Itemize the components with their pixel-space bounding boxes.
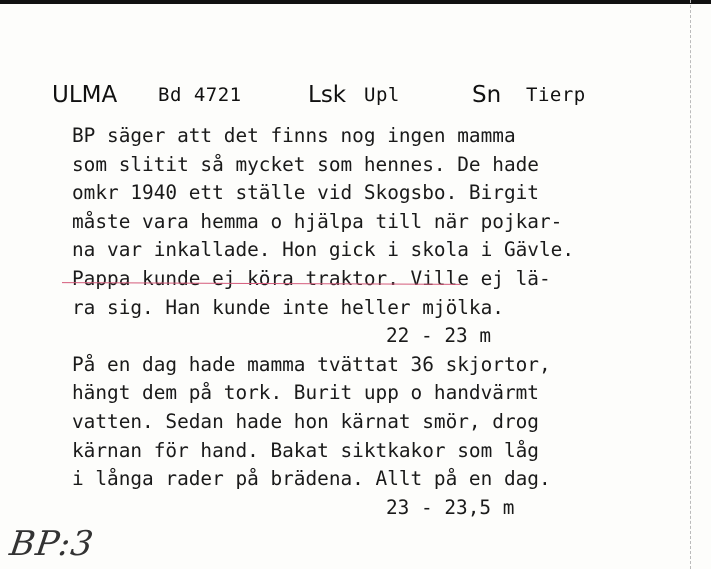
card-top-edge [0, 0, 711, 4]
text-line: som slitit så mycket som hennes. De hade [72, 152, 539, 176]
text-line: Pappa kunde ej köra traktor. Ville ej lä- [72, 266, 551, 290]
measurement-line: 22 - 23 m [386, 324, 492, 348]
text-line: På en dag hade mamma tvättat 36 skjortor, [72, 352, 551, 376]
text-line: omkr 1940 ett ställe vid Skogsbo. Birgit [72, 181, 539, 205]
text-line: måste vara hemma o hjälpa till när pojkar- [72, 209, 563, 233]
record-text [72, 122, 682, 522]
lsk-value: Upl [364, 84, 400, 106]
text-line: na var inkallade. Hon gick i skola i Gävle. [72, 238, 574, 262]
text-line: BP säger att det finns nog ingen mamma [72, 124, 516, 147]
sn-value: Tierp [526, 84, 586, 106]
bd-number: Bd 4721 [158, 84, 242, 106]
text-line: ra sig. Han kunde inte heller mjölka. [72, 295, 504, 319]
text-line: i långa rader på brädena. Allt på en dag. [72, 467, 551, 491]
sn-label: Sn [472, 82, 502, 108]
handwritten-note: BP:3 [7, 524, 97, 564]
text-line: vatten. Sedan hade hon kärnat smör, drog [72, 409, 539, 433]
text-line: kärnan för hand. Bakat siktkakor som låg [72, 438, 539, 462]
ulma-label: ULMA [52, 82, 118, 108]
measurement-line: 23 - 23,5 m [386, 495, 515, 519]
text-line: hängt dem på tork. Burit upp o handvärmt [72, 381, 539, 405]
card-perforation-edge [690, 0, 691, 569]
lsk-label: Lsk [308, 82, 347, 108]
